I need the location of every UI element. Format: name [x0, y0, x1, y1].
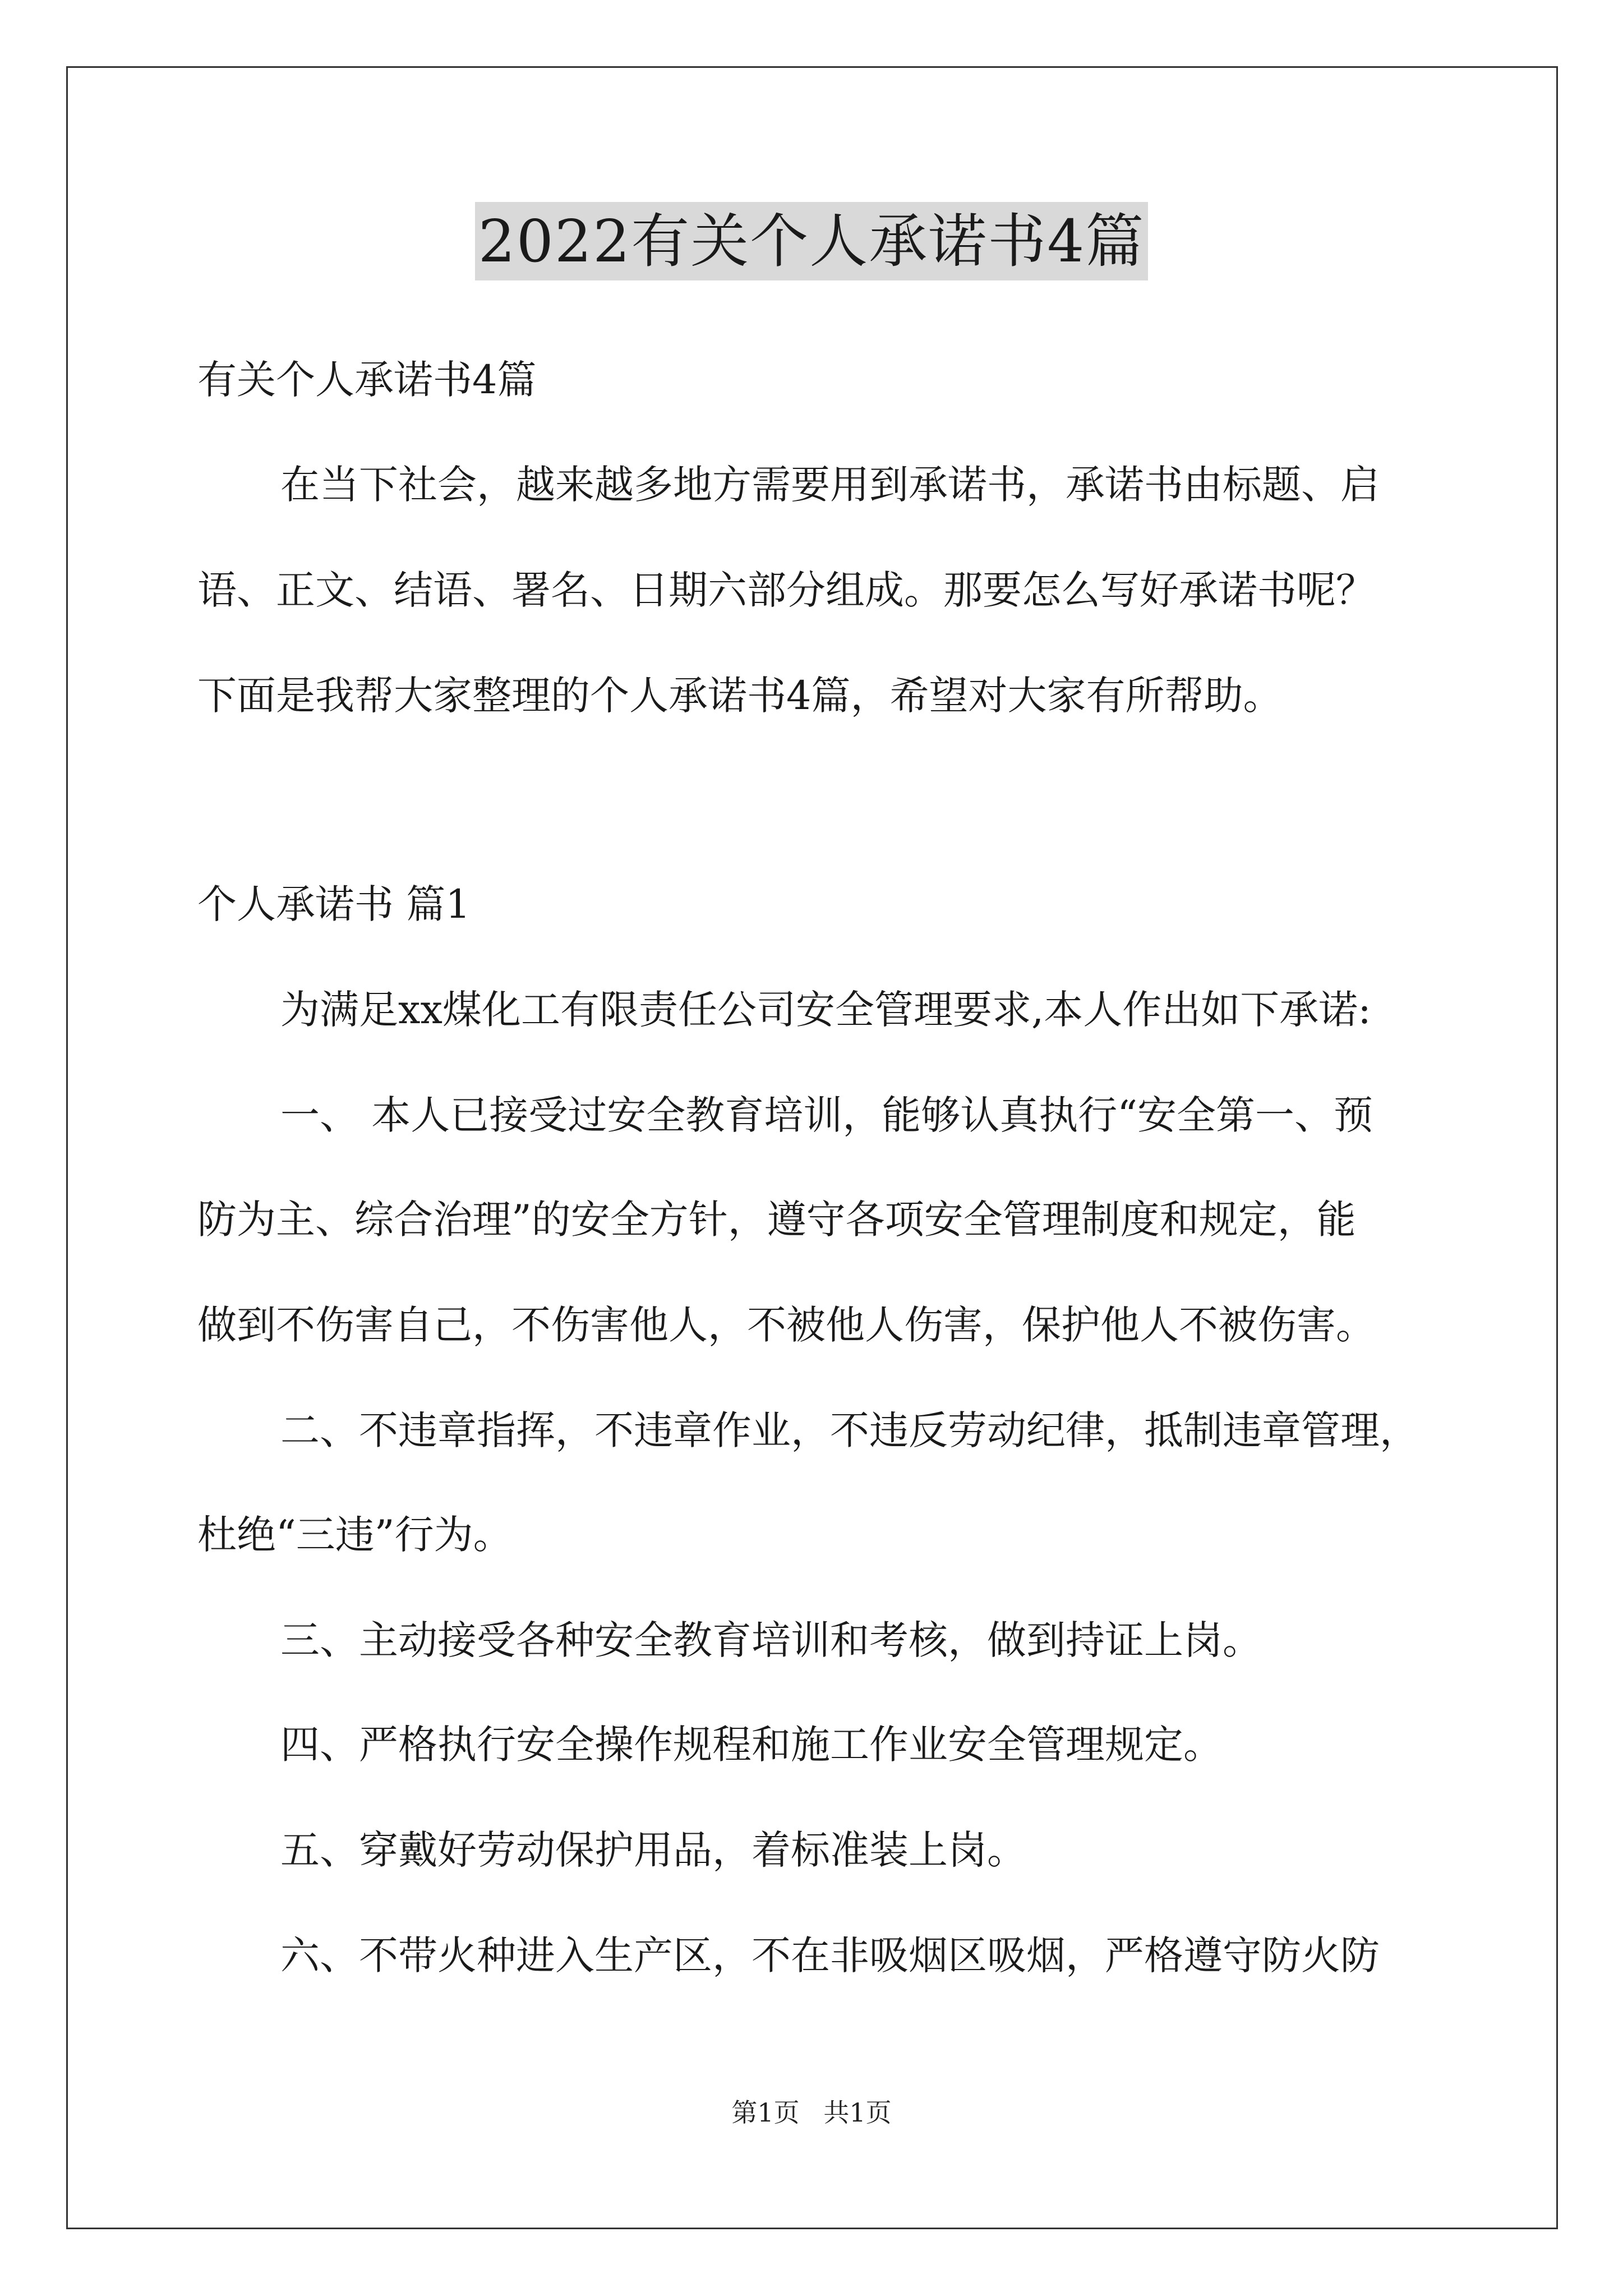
body-line-7: 三、主动接受各种安全教育培训和考核，做到持证上岗。	[280, 1617, 1262, 1663]
body-line-6: 杜绝“三违”行为。	[197, 1512, 513, 1558]
title-container	[0, 202, 1623, 280]
document-title: 2022有关个人承诺书4篇	[475, 202, 1149, 280]
body-line-2: 一、 本人已接受过安全教育培训，能够认真执行“安全第一、预	[280, 1092, 1373, 1138]
intro-line-3: 下面是我帮大家整理的个人承诺书4篇，希望对大家有所帮助。	[197, 673, 1283, 719]
body-line-3: 防为主、综合治理”的安全方针，遵守各项安全管理制度和规定，能	[197, 1197, 1356, 1243]
intro-line-1: 在当下社会，越来越多地方需要用到承诺书，承诺书由标题、启	[280, 462, 1380, 508]
body-line-5: 二、不违章指挥，不违章作业，不违反劳动纪律，抵制违章管理，	[280, 1407, 1419, 1453]
page-footer	[0, 2096, 1623, 2129]
page-total: 共1页	[823, 2097, 892, 2128]
page-number: 第1页	[731, 2097, 800, 2128]
body-line-9: 五、穿戴好劳动保护用品，着标准装上岗。	[280, 1827, 1026, 1873]
intro-line-2: 语、正文、结语、署名、日期六部分组成。那要怎么写好承诺书呢？	[197, 567, 1375, 613]
body-line-10: 六、不带火种进入生产区，不在非吸烟区吸烟，严格遵守防火防	[280, 1932, 1380, 1978]
document-subtitle: 有关个人承诺书4篇	[197, 357, 537, 403]
body-line-1: 为满足xx煤化工有限责任公司安全管理要求,本人作出如下承诺:	[280, 987, 1371, 1033]
body-line-4: 做到不伤害自己，不伤害他人，不被他人伤害，保护他人不被伤害。	[197, 1302, 1375, 1348]
body-line-8: 四、严格执行安全操作规程和施工作业安全管理规定。	[280, 1722, 1223, 1768]
section-heading: 个人承诺书 篇1	[197, 881, 471, 927]
